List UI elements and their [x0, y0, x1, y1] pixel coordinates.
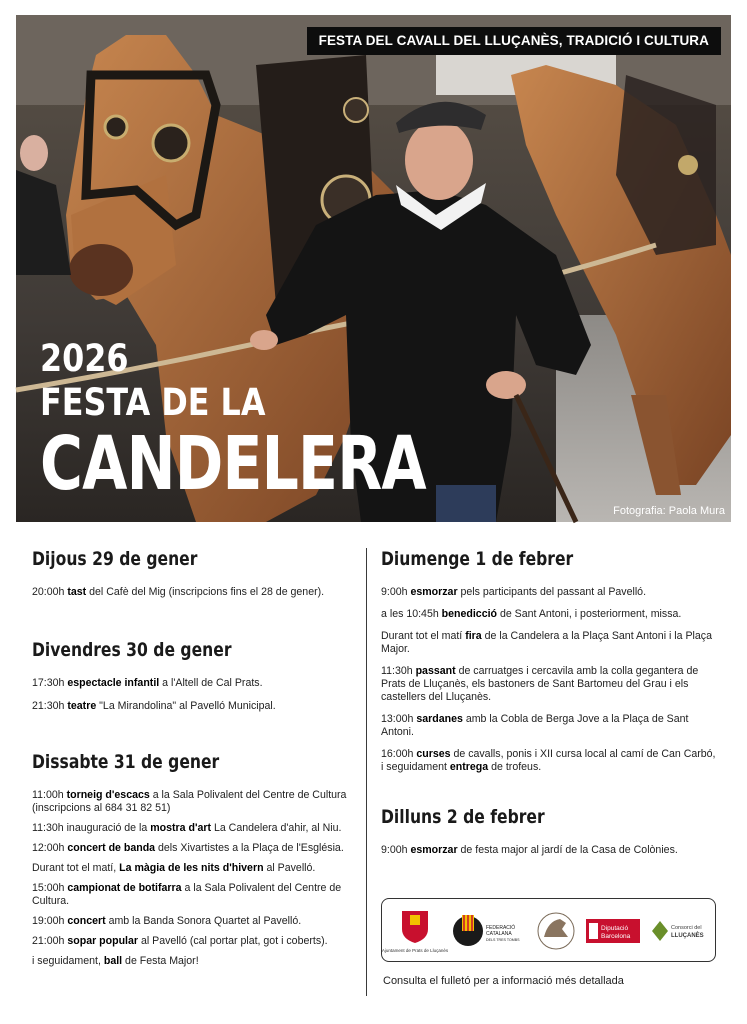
- program-event: 9:00h esmorzar de festa major al jardí de la Casa de Colònies.: [381, 844, 678, 856]
- program-event: 19:00h concert amb la Banda Sonora Quartet al Pavelló.: [32, 915, 302, 927]
- event-year: 2026: [40, 337, 129, 380]
- program-event: 9:00h esmorzar pels participants del passant al Pavelló.: [381, 586, 647, 598]
- program-event: 21:30h teatre "La Mirandolina" al Pavelló Municipal.: [32, 700, 276, 712]
- day-heading: Divendres 30 de gener: [32, 639, 232, 661]
- program-event: 20:00h tast del Cafè del Mig (inscripcions fins el 28 de gener).: [32, 586, 325, 598]
- program-column-right: [381, 548, 717, 857]
- program-event: Durant tot el matí, La màgia de les nits d'hivern al Pavelló.: [32, 862, 316, 874]
- day-heading: Dissabte 31 de gener: [32, 751, 220, 773]
- photo-credit: Fotografia: Paola Mura: [613, 505, 725, 517]
- program-event: 15:00h campionat de botifarra a la Sala Polivalent del Centre de Cultura.: [32, 882, 342, 907]
- svg-text:FEDERACIÓ: FEDERACIÓ: [486, 925, 516, 931]
- day-heading: Dijous 29 de gener: [32, 548, 198, 570]
- program-event: i seguidament, ball de Festa Major!: [32, 955, 199, 967]
- svg-text:Barcelona: Barcelona: [601, 933, 631, 940]
- svg-text:Consorci del: Consorci del: [671, 925, 702, 931]
- svg-text:Diputació: Diputació: [601, 925, 629, 932]
- federacio-tres-tombs-logo: [452, 907, 522, 955]
- consorci-llucanes-logo: [648, 907, 710, 955]
- program-column-left: [32, 548, 356, 968]
- day-heading: Dilluns 2 de febrer: [381, 806, 545, 828]
- ajuntament-logo: [381, 907, 449, 955]
- svg-text:Ajuntament de Prats de Lluçanè: Ajuntament de Prats de Lluçanès: [381, 948, 449, 953]
- horse-emblem-logo: [534, 907, 578, 955]
- program-event: 17:30h espectacle infantil a l'Altell de Cal Prats.: [32, 677, 263, 689]
- festival-tagline: FESTA DEL CAVALL DEL LLUÇANÈS, TRADICIÓ I CULTURA: [307, 27, 721, 55]
- svg-text:DELS TRES TOMBS: DELS TRES TOMBS: [486, 938, 520, 942]
- svg-text:CATALANA: CATALANA: [486, 931, 512, 937]
- day-heading: Diumenge 1 de febrer: [381, 548, 574, 570]
- diputacio-barcelona-logo: [586, 907, 640, 955]
- program-event: 11:30h inauguració de la mostra d'art La Candelera d'ahir, al Niu.: [32, 822, 342, 834]
- event-subtitle: FESTA DE LA: [40, 381, 266, 424]
- program-event: 16:00h curses de cavalls, ponis i XII cursa local al camí de Can Carbó, i seguidament entrega de trofeus.: [381, 748, 716, 773]
- hero-photo: [16, 15, 731, 522]
- sponsor-logos: [381, 898, 716, 962]
- program-event: Durant tot el matí fira de la Candelera a la Plaça Sant Antoni i la Plaça Major.: [381, 630, 712, 655]
- program-event: 11:30h passant de carruatges i cercavila amb la colla gegantera de Prats de Lluçanès, els bastoners de Sant Bartomeu del Grau i els castellers del Lluçanès.: [381, 665, 699, 703]
- svg-text:LLUÇANÈS: LLUÇANÈS: [671, 933, 704, 939]
- event-title: CANDELERA: [40, 421, 426, 507]
- column-divider: [366, 548, 367, 996]
- program-event: 11:00h torneig d'escacs a la Sala Polivalent del Centre de Cultura (inscripcions al 684 31 82 51): [32, 789, 347, 814]
- brochure-note: Consulta el fulletó per a informació més detallada: [383, 975, 624, 987]
- program-event: 13:00h sardanes amb la Cobla de Berga Jove a la Plaça de Sant Antoni.: [381, 713, 689, 738]
- program-event: 21:00h sopar popular al Pavelló (cal portar plat, got i coberts).: [32, 935, 328, 947]
- program-event: 12:00h concert de banda dels Xivartistes a la Plaça de l'Església.: [32, 842, 344, 854]
- program-event: a les 10:45h benedicció de Sant Antoni, i posteriorment, missa.: [381, 608, 682, 620]
